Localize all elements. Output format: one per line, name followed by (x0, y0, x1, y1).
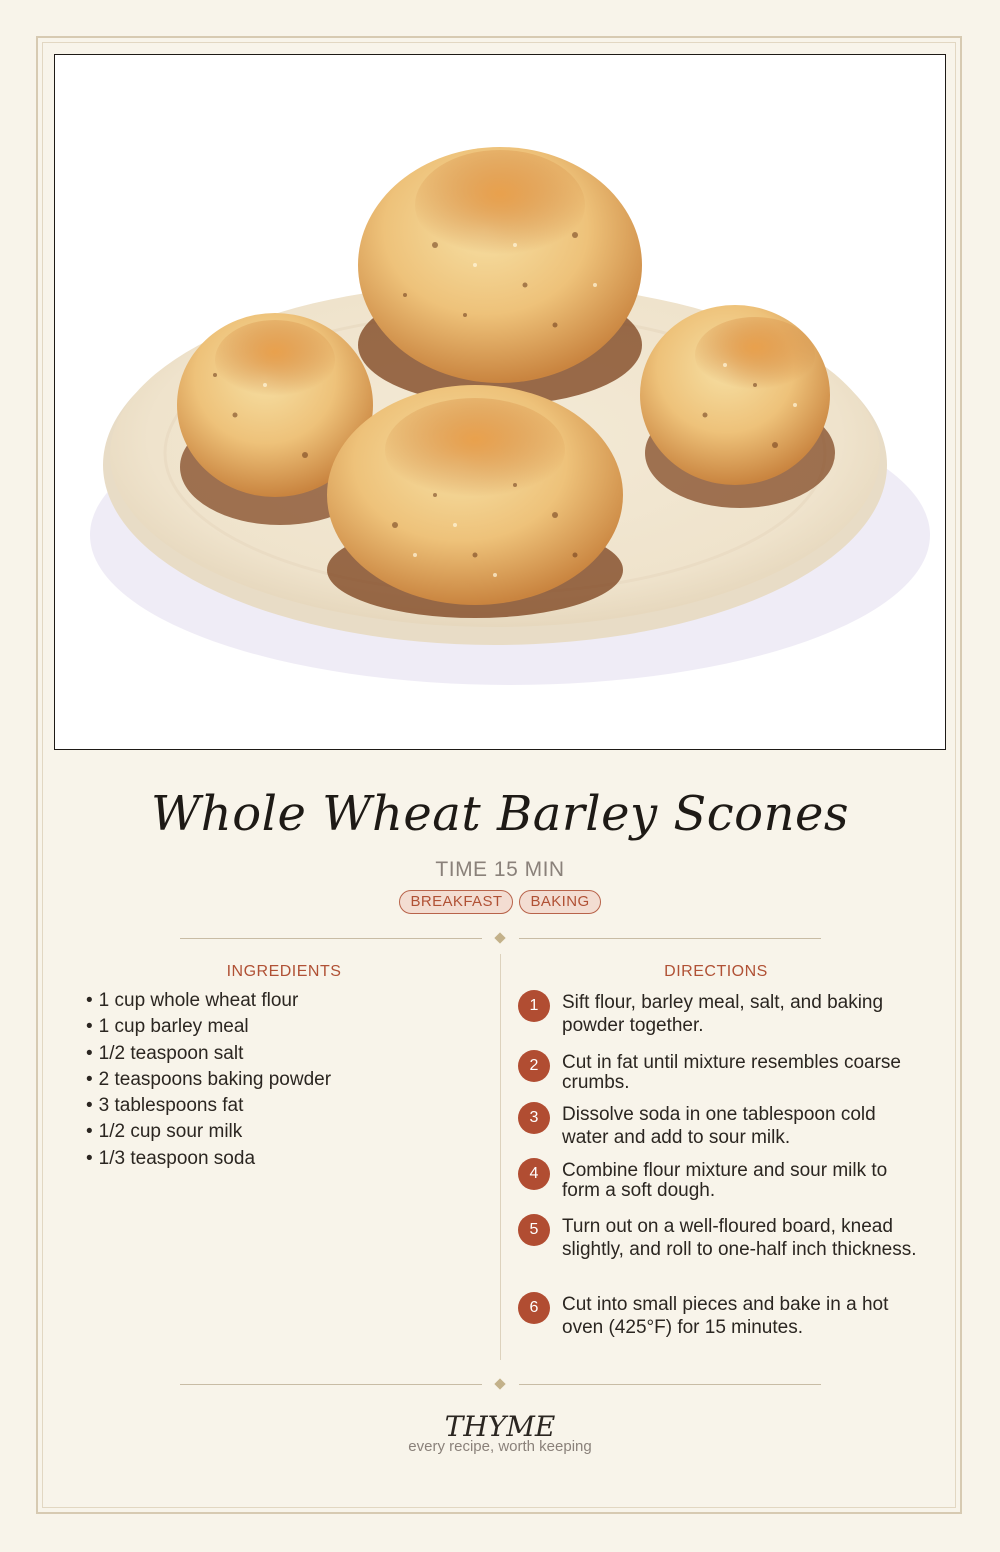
ingredient-item: • 3 tablespoons fat (86, 1093, 331, 1119)
recipe-title: Whole Wheat Barley Scones (150, 786, 850, 842)
directions-heading: DIRECTIONS (664, 963, 768, 980)
step-text: Combine flour mixture and sour milk to form a soft dough. (562, 1160, 888, 1201)
tag-breakfast[interactable]: BREAKFAST (399, 890, 513, 914)
tag-baking[interactable]: BAKING (519, 890, 600, 914)
brand-logo: THYME (444, 1410, 556, 1443)
step-number-badge: 3 (518, 1102, 550, 1134)
step-number-badge: 1 (518, 990, 550, 1022)
step-text: Cut into small pieces and bake in a hot oven (425°F) for 15 minutes. (562, 1294, 889, 1338)
step-number-badge: 2 (518, 1050, 550, 1082)
ingredient-item: • 1 cup barley meal (86, 1014, 331, 1040)
step-number-badge: 6 (518, 1292, 550, 1324)
step-text: Turn out on a well-floured board, knead slightly, and roll to one-half inch thickness. (562, 1216, 917, 1260)
ingredients-list (86, 988, 331, 1172)
step-text: Cut in fat until mixture resembles coarse crumbs. (562, 1052, 901, 1093)
column-separator (500, 954, 501, 1360)
step-text: Dissolve soda in one tablespoon cold water and add to sour milk. (562, 1104, 876, 1148)
section-divider-top (180, 933, 821, 945)
step-number-badge: 4 (518, 1158, 550, 1190)
step-text: Sift flour, barley meal, salt, and baking powder together. (562, 992, 884, 1036)
scones-illustration (54, 54, 946, 750)
ingredient-item: • 2 teaspoons baking powder (86, 1067, 331, 1093)
brand-tagline: every recipe, worth keeping (408, 1438, 592, 1455)
step-number-badge: 5 (518, 1214, 550, 1246)
ingredient-item: • 1 cup whole wheat flour (86, 988, 331, 1014)
section-divider-bottom (180, 1379, 821, 1391)
diamond-ornament-icon (494, 1378, 505, 1389)
tag-list (0, 890, 1000, 914)
cook-time: TIME 15 MIN (435, 858, 565, 881)
ingredients-heading: INGREDIENTS (226, 963, 342, 980)
ingredient-item: • 1/2 cup sour milk (86, 1119, 331, 1145)
diamond-ornament-icon (494, 932, 505, 943)
ingredient-item: • 1/3 teaspoon soda (86, 1146, 331, 1172)
ingredient-item: • 1/2 teaspoon salt (86, 1041, 331, 1067)
